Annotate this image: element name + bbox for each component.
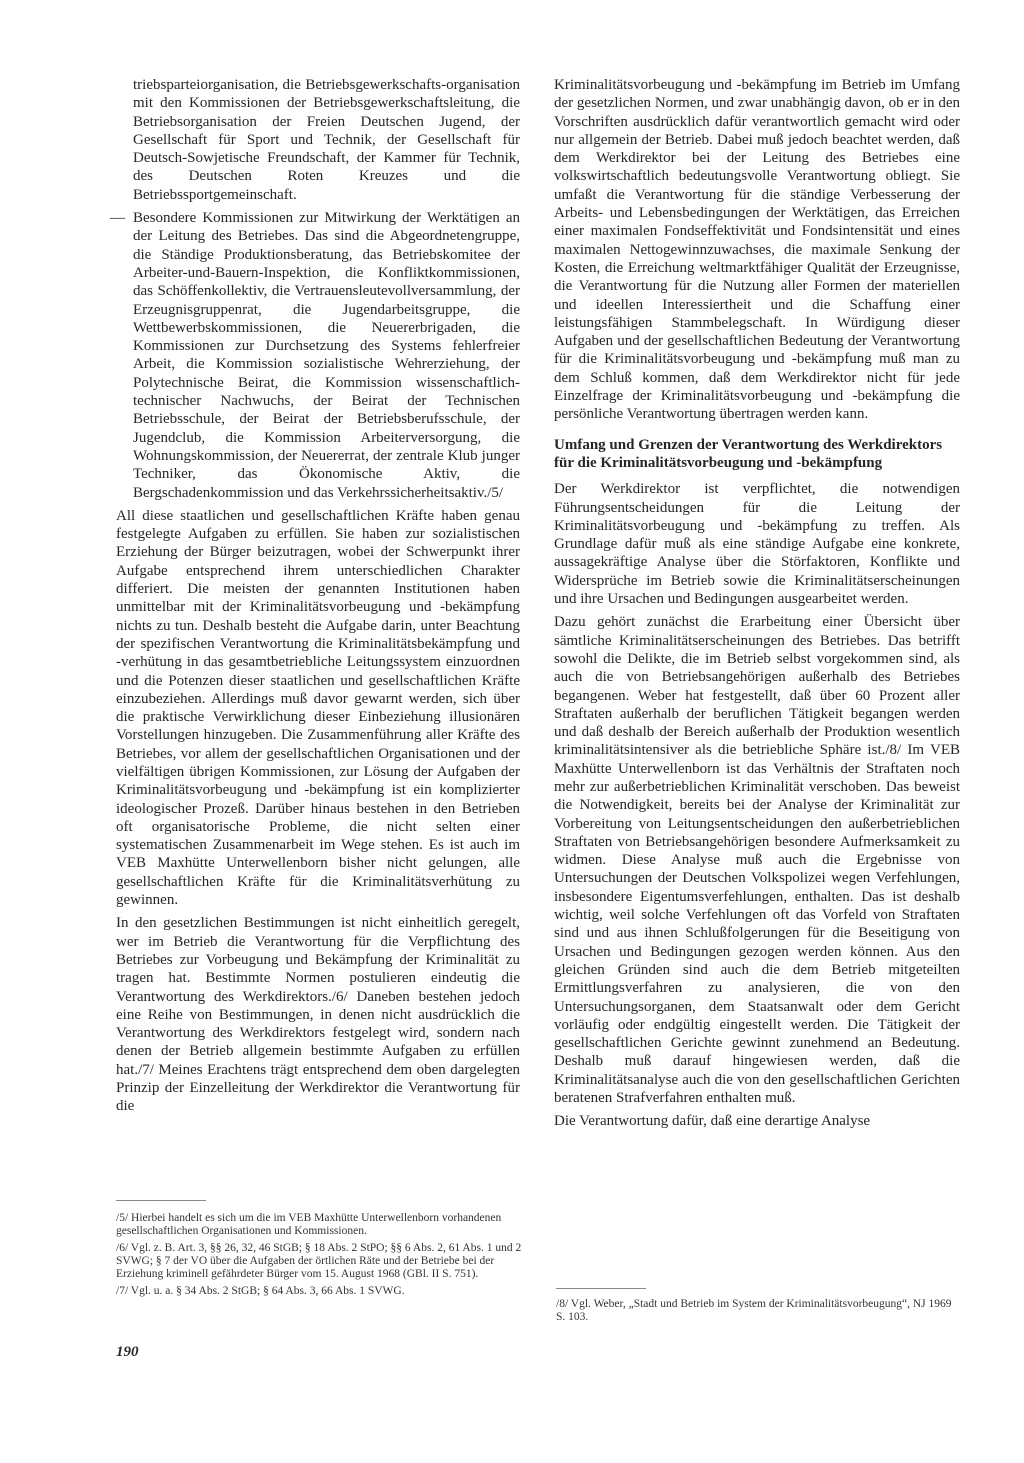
paragraph: Dazu gehört zunächst die Erarbeitung einer Übersicht über sämtliche Kriminalitätserscheinungen des Betriebes. Das betrifft sowohl die Delikte, die im Betrieb selbst vorgekommen sind, als auch die von Betriebsangehörigen außerhalb des Betriebes begangenen. Weber hat festgestellt, daß über 60 Prozent aller Straftaten außerhalb der beruflichen Tätigkeit begangen werden und daß deshalb der Bereich außerhalb der Produktion wesentlich kriminalitätsintensiver als die betriebliche Sphäre ist./8/ Im VEB Maxhütte Unterwellenborn ist das Verhältnis der Straftaten noch mehr zur außerbetrieblichen Kriminalität verschoben. Das beweist die Notwendigkeit, bereits bei der Analyse der Kriminalität zur Vorbereitung von Leitungsentscheidungen den außerbetrieblichen Straftaten von Betriebsangehörigen besondere Aufmerksamkeit zu widmen. Diese Analyse muß auch die Ergebnisse von Untersuchungen der Deutschen Volkspolizei wegen Verfehlungen, insbesondere Eigentumsverfehlungen, enthalten. Das ist deshalb wichtig, weil solche Verfehlungen oft das Vorfeld von Straftaten sind und aus ihnen Schlußfolgerungen für die Beseitigung von Ursachen und Bedingungen gezogen werden können. Aus den gleichen Gründen sind auch die dem Betrieb mitgeteilten Ermittlungsverfahren zu analysieren, die von den Untersuchungsorganen, dem Staatsanwalt oder dem Gericht vorläufig oder endgültig eingestellt werden. Die Tätigkeit der gesellschaftlichen Gerichte gewinnt zunehmend an Bedeutung. Deshalb muß darauf hingewiesen werden, daß die Kriminalitätsanalyse auch die von den gesellschaftlichen Gerichten beratenen Strafverfahren enthalten muß.	[554, 614, 960, 1107]
paragraph: All diese staatlichen und gesellschaftlichen Kräfte haben genau festgelegte Aufgaben zu erfüllen. Sie haben zur sozialistischen Erziehung der Bürger beizutragen, wobei der Schwerpunkt ihrer Aufgabe entsprechend ihrem unterschiedlichen Charakter differiert. Die meisten der genannten Institutionen haben unmittelbar mit der Kriminalitätsvorbeugung und -bekämpfung nichts zu tun. Deshalb besteht die Aufgabe darin, unter Beachtung der spezifischen Verantwortung die Kriminalitätsbekämpfung und -verhütung in das gesamtbetriebliche Leitungssystem einzuordnen und die Potenzen dieser staatlichen und gesellschaftlichen Kräfte einzubeziehen. Allerdings muß davor gewarnt werden, sich über die praktische Verwirklichung dieser Einbeziehung illusionären Vorstellungen hinzugeben. Die Zusammenführung aller Kräfte des Betriebes, vor allem der gesellschaftlichen Organisationen und der vielfältigen übrigen Kommissionen, zur Lösung der Aufgaben der Kriminalitätsvorbeugung und -bekämpfung ist ein komplizierter ideologischer Prozeß. Darüber hinaus bestehen in den Betrieben oft organisatorische Probleme, die nicht selten einer systematischen Zusammenarbeit im Wege stehen. Es ist auch im VEB Maxhütte Unterwellenborn bisher nicht gelungen, alle gesellschaftlichen Kräfte für die Kriminalitätsverhütung zu gewinnen.	[116, 507, 520, 909]
footnotes-right	[556, 1298, 962, 1329]
footnote: /6/ Vgl. z. B. Art. 3, §§ 26, 32, 46 StGB; § 18 Abs. 2 StPO; §§ 6 Abs. 2, 61 Abs. 1 und 2 SVWG; § 7 der VO über die Aufgaben der örtlichen Räte und der Betriebe bei der Erziehung kriminell gefährdeter Bürger vom 15. August 1968 (GBl. II S. 751).	[116, 1242, 522, 1280]
paragraph: In den gesetzlichen Bestimmungen ist nicht einheitlich geregelt, wer im Betrieb die Verantwortung für die Verpflichtung des Betriebes zur Vorbeugung und Bekämpfung der Kriminalität zu tragen hat. Bestimmte Normen postulieren eindeutig die Verantwortung des Werkdirektors./6/ Daneben bestehen jedoch eine Reihe von Bestimmungen, in denen nicht ausdrücklich die Verantwortung des Werkdirektors festgelegt wird, sondern nach denen der Betrieb allgemein bestimmte Aufgaben zu erfüllen hat./7/ Meines Erachtens trägt entsprechend dem oben dargelegten Prinzip der Einzelleitung der Werkdirektor die Verantwortung für die	[116, 915, 520, 1115]
footnote: /8/ Vgl. Weber, „Stadt und Betrieb im System der Kriminalitätsvorbeugung“, NJ 1969 S. 103.	[556, 1298, 952, 1323]
dash-list-text: Besondere Kommissionen zur Mitwirkung der Werktätigen an der Leitung des Betriebes. Das sind die Abgeordnetengruppe, die Ständige Produktionsberatung, das Betriebskomitee der Arbeiter-und-Bauern-Inspektion, die Konfliktkommissionen, das Schöffenkollektiv, die Vertrauensleutevollversammlung, der Erzeugnisgruppenrat, die Jugendarbeitsgruppe, die Wettbewerbskommissionen, die Neuererbrigaden, die Kommissionen zur Durchsetzung des Systems fehlerfreier Arbeit, die Kommission sozialistische Wehrerziehung, der Polytechnische Beirat, die Kommission wissenschaftlich-technischer Nachwuchs, der Beirat der Technischen Betriebsschule, der Beirat der Betriebsberufsschule, der Jugendclub, die Kommission Arbeiterversorgung, die Wohnungskommission, der Neuererrat, der zentrale Klub junger Techniker, das Ökonomische Aktiv, die Bergschadenkommission und das Verkehrssicherheitsaktiv./5/	[133, 210, 520, 501]
left-column	[110, 76, 520, 1121]
footnote-divider	[556, 1288, 646, 1289]
footnote-divider	[116, 1200, 206, 1201]
dash-mark: —	[110, 210, 125, 227]
footnotes-left	[116, 1212, 526, 1302]
paragraph: Kriminalitätsvorbeugung und -bekämpfung im Betrieb im Umfang der gesetzlichen Normen, und zwar unabhängig davon, ob er in den Vorschriften ausdrücklich dafür verantwortlich gemacht wird oder nur allgemein der Betrieb. Dabei muß jedoch beachtet werden, daß dem Werkdirektor bei der Leitung des Betriebes eine volkswirtschaftlich bedeutungsvolle Verantwortung obliegt. Sie umfaßt die Verantwortung für die ständige Verbesserung der Arbeits- und Lebensbedingungen der Werktätigen, das Erreichen einer maximalen Fondseffektivität und Fondsintensität und eines maximalen Nettogewinnzuwachses, die maximale Senkung der Kosten, die Erreichung weltmarktfähiger Qualität der Erzeugnisse, die Verantwortung für die Nutzung aller Formen der materiellen und ideellen Interessiertheit und die Schaffung einer leistungsfähigen Stammbelegschaft. In Würdigung dieser Aufgaben und der gesellschaftlichen Bedeutung der Verantwortung für die Kriminalitätsvorbeugung und -bekämpfung muß man zu dem Schluß kommen, daß dem Werkdirektor nicht für jede Einzelfrage der Kriminalitätsvorbeugung und -bekämpfung die persönliche Verantwortung übertragen werden kann.	[554, 77, 960, 423]
paragraph: Der Werkdirektor ist verpflichtet, die notwendigen Führungsentscheidungen für die Leitung der Kriminalitätsvorbeugung und -bekämpfung zu treffen. Als Grundlage dafür muß als eine ständige Aufgabe eine konkrete, aussagekräftige Analyse über die Störfaktoren, Konflikte und Widersprüche im Betrieb sowie die Kriminalitätserscheinungen und ihre Ursachen und Bedingungen ausgearbeitet werden.	[554, 481, 960, 608]
page-number: 190	[116, 1344, 139, 1360]
section-heading: Umfang und Grenzen der Verantwortung des Werkdirektors für die Kriminalitätsvorbeugung und -bekämpfung	[554, 436, 943, 471]
paragraph: triebsparteiorganisation, die Betriebsgewerkschafts-organisation mit den Kommissionen der Betriebsgewerkschaftsleitung, die Betriebsorganisation der Freien Deutschen Jugend, der Gesellschaft für Sport und Technik, der Gesellschaft für Deutsch-Sowjetische Freundschaft, der Kammer für Technik, des Deutschen Roten Kreuzes und die Betriebssportgemeinschaft.	[133, 77, 520, 203]
footnote: /5/ Hierbei handelt es sich um die im VEB Maxhütte Unterwellenborn vorhandenen gesellschaftlichen Organisationen und Kommissionen.	[116, 1212, 502, 1237]
dash-list-item	[110, 209, 520, 502]
footnote: /7/ Vgl. u. a. § 34 Abs. 2 StGB; § 64 Abs. 3, 66 Abs. 1 SVWG.	[116, 1285, 405, 1297]
right-column	[554, 76, 960, 1136]
paragraph: Die Verantwortung dafür, daß eine derartige Analyse	[554, 1113, 871, 1130]
